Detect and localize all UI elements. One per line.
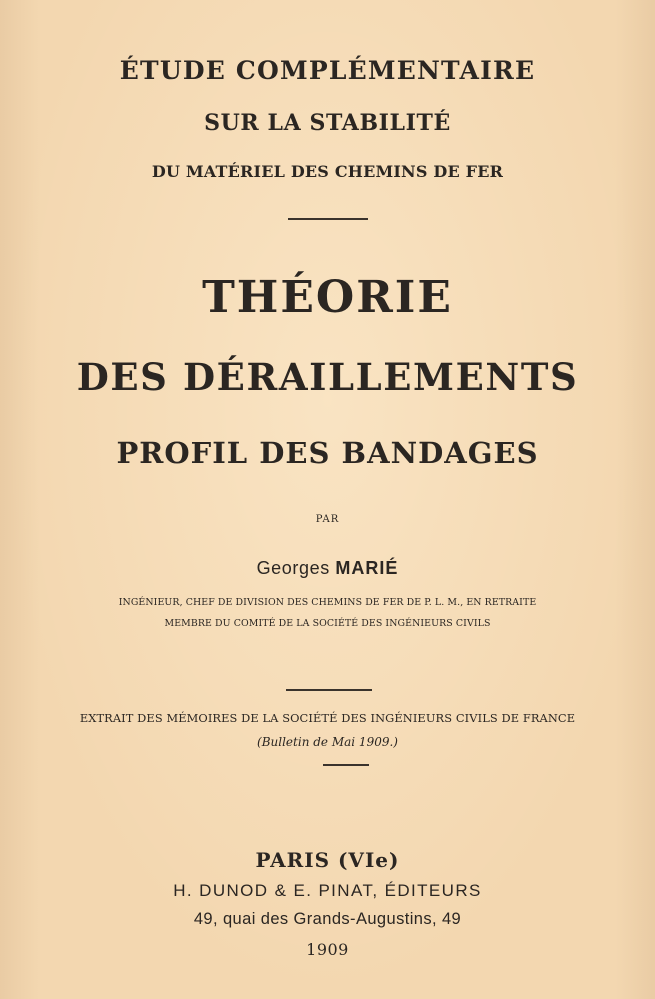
divider-rule (323, 764, 369, 766)
header-line-2: SUR LA STABILITÉ (204, 110, 451, 136)
author-first-name: Georges (256, 558, 330, 578)
bulletin-reference: (Bulletin de Mai 1909.) (257, 735, 398, 749)
main-title-line-2: DES DÉRAILLEMENTS (76, 355, 579, 399)
divider-rule (288, 218, 368, 220)
divider-rule (286, 689, 372, 691)
imprint-year: 1909 (306, 940, 349, 959)
imprint-address: 49, quai des Grands-Augustins, 49 (193, 910, 462, 928)
header-line-3: DU MATÉRIEL DES CHEMINS DE FER (151, 162, 504, 181)
extract-source: EXTRAIT DES MÉMOIRES DE LA SOCIÉTÉ DES INGÉNIEURS CIVILS DE FRANCE (79, 711, 576, 725)
header-line-1: ÉTUDE COMPLÉMENTAIRE (119, 56, 536, 85)
main-subtitle: PROFIL DES BANDAGES (116, 436, 539, 470)
by-label: PAR (315, 514, 340, 525)
imprint-publisher: H. DUNOD & E. PINAT, ÉDITEURS (173, 881, 482, 900)
author-credential-1: INGÉNIEUR, CHEF DE DIVISION DES CHEMINS DE FER DE P. L. M., EN RETRAITE (118, 597, 537, 608)
author-surname: MARIÉ (335, 558, 399, 578)
main-title-line-1: THÉORIE (202, 272, 453, 323)
author-name (0, 558, 655, 579)
imprint-city: PARIS (VIe) (255, 848, 400, 872)
author-credential-2: MEMBRE DU COMITÉ DE LA SOCIÉTÉ DES INGÉNIEURS CIVILS (164, 618, 491, 629)
